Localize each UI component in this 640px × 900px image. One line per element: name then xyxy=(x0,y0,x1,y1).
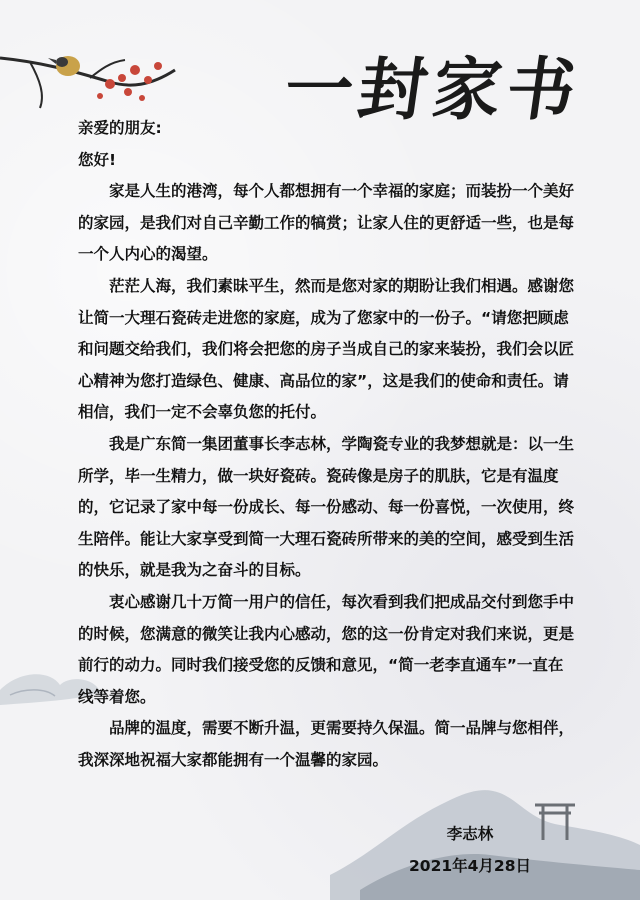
letter-title: 一封家书 xyxy=(279,50,587,130)
signature-block xyxy=(390,818,550,882)
letter-greeting: 亲爱的朋友: xyxy=(78,119,162,137)
paragraph-1: 家是人生的港湾，每个人都想拥有一个幸福的家庭；而装扮一个美好的家园，是我们对自己辛勤工作的犒赏；让家人住的更舒适一些，也是每一个人内心的渴望。 xyxy=(78,182,575,264)
signature-date: 2021年4月28日 xyxy=(409,857,531,875)
bird-branch-icon xyxy=(0,40,190,120)
paragraph-4: 衷心感谢几十万简一用户的信任，每次看到我们把成品交付到您手中的时候，您满意的微笑让我内心感动，您的这一份肯定对我们来说，更是前行的动力。同时我们接受您的反馈和意见，“简一老李直通车”一直在线等着您。 xyxy=(78,592,575,706)
paragraph-5: 品牌的温度，需要不断升温，更需要持久保温。简一品牌与您相伴，我深深地祝福大家都能拥有一个温馨的家园。 xyxy=(78,719,575,769)
paragraph-2: 茫茫人海，我们素昧平生，然而是您对家的期盼让我们相遇。感谢您让简一大理石瓷砖走进您的家庭，成为了您家中的一份子。“请您把顾虑和问题交给我们，我们将会把您的房子当成自己的家来装扮，我们会以匠心精神为您打造绿色、健康、高品位的家”，这是我们的使命和责任。请相信，我们一定不会辜负您的托付。 xyxy=(78,276,575,422)
signature-name: 李志林 xyxy=(446,825,494,843)
letter-body xyxy=(78,113,578,776)
paragraph-3: 我是广东简一集团董事长李志林，学陶瓷专业的我梦想就是：以一生所学，毕一生精力，做一块好瓷砖。瓷砖像是房子的肌肤，它是有温度的，它记录了家中每一份成长、每一份感动、每一份喜悦，一次使用，终生陪伴。能让大家享受到简一大理石瓷砖所带来的美的空间，感受到生活的快乐，就是我为之奋斗的目标。 xyxy=(78,434,575,580)
letter-hello: 您好! xyxy=(78,150,117,169)
